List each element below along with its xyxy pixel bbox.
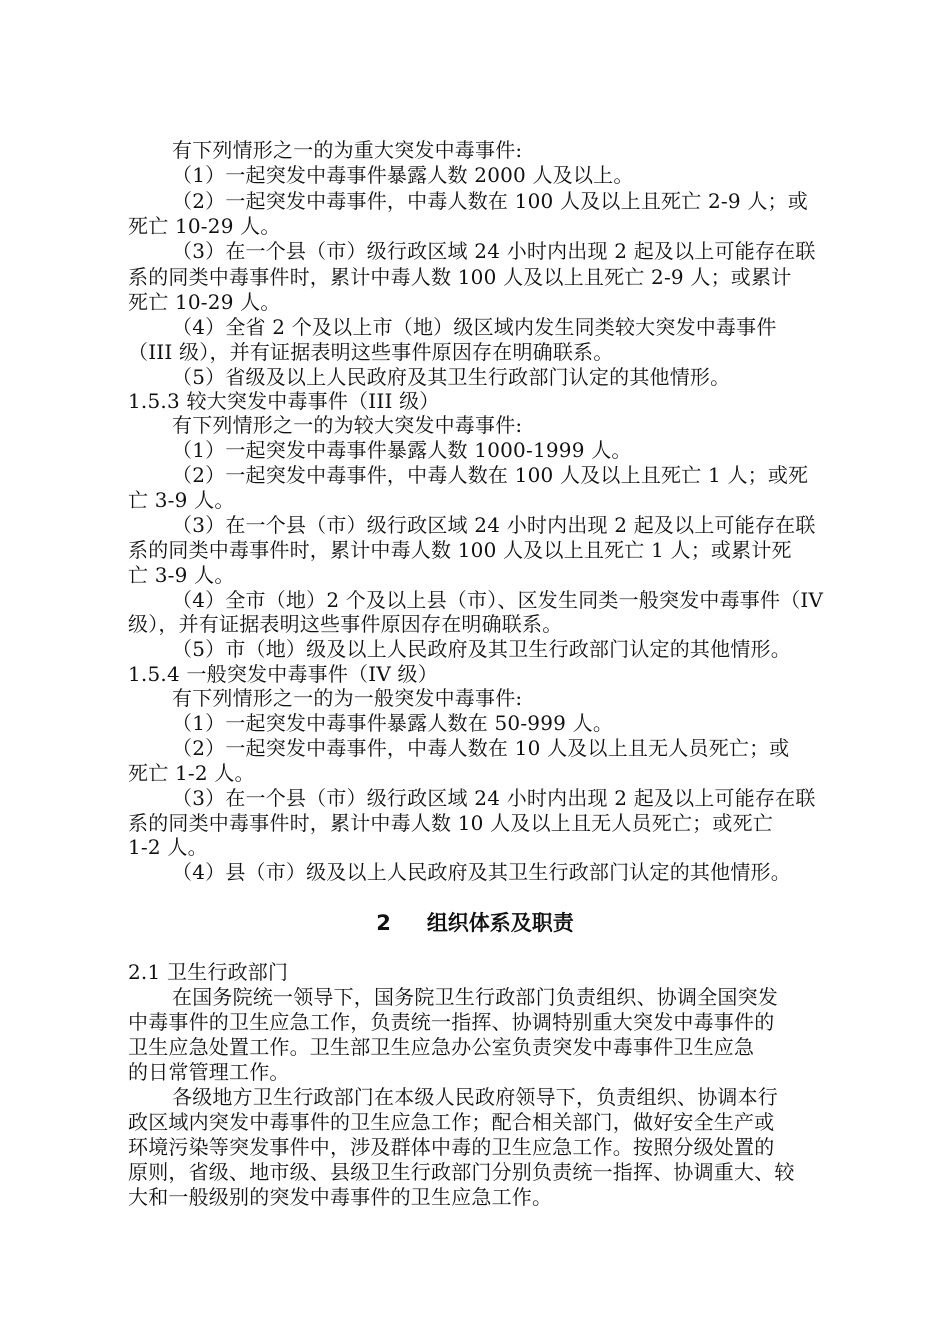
text-line: （1）一起突发中毒事件暴露人数 2000 人及以上。 [172,163,634,187]
text-line: 级），并有证据表明这些事件原因存在明确联系。 [128,612,563,636]
text-line: 各级地方卫生行政部门在本级人民政府领导下，负责组织、协调本行 [172,1085,778,1109]
text-line: 死亡 10-29 人。 [128,290,281,314]
text-line: （3）在一个县（市）级行政区域 24 小时内出现 2 起及以上可能存在联 [172,239,816,263]
text-line: 系的同类中毒事件时，累计中毒人数 100 人及以上且死亡 2-9 人；或累计 [128,265,792,289]
section-number: 2 [376,911,391,935]
text-line: 中毒事件的卫生应急工作，负责统一指挥、协调特别重大突发中毒事件的 [128,1010,775,1034]
text-line: （5）市（地）级及以上人民政府及其卫生行政部门认定的其他情形。 [172,637,791,661]
text-line: （III 级），并有证据表明这些事件原因存在明确联系。 [128,340,614,364]
text-line: 卫生应急处置工作。卫生部卫生应急办公室负责突发中毒事件卫生应急 [128,1035,755,1059]
text-line: 有下列情形之一的为较大突发中毒事件: [172,413,523,437]
subsection-heading: 1.5.4 一般突发中毒事件（IV 级） [128,662,438,686]
text-line: （4）全省 2 个及以上市（地）级区域内发生同类较大突发中毒事件 [172,315,777,339]
text-line: 系的同类中毒事件时，累计中毒人数 10 人及以上且无人员死亡；或死亡 [128,811,773,835]
text-line: （3）在一个县（市）级行政区域 24 小时内出现 2 起及以上可能存在联 [172,786,816,810]
text-line: 在国务院统一领导下，国务院卫生行政部门负责组织、协调全国突发 [172,985,778,1009]
text-line: 原则，省级、地市级、县级卫生行政部门分别负责统一指挥、协调重大、较 [128,1160,795,1184]
text-line: （4）全市（地）2 个及以上县（市）、区发生同类一般突发中毒事件（IV [172,588,824,612]
subsection-heading: 1.5.3 较大突发中毒事件（III 级） [128,389,440,413]
text-line: 1-2 人。 [128,835,208,859]
text-line: （2）一起突发中毒事件，中毒人数在 10 人及以上且无人员死亡；或 [172,736,790,760]
text-line: 有下列情形之一的为一般突发中毒事件: [172,686,523,710]
text-line: 政区域内突发中毒事件的卫生应急工作；配合相关部门，做好安全生产或 [128,1110,775,1134]
text-line: （2）一起突发中毒事件，中毒人数在 100 人及以上且死亡 1 人；或死 [172,463,809,487]
text-line: 大和一般级别的突发中毒事件的卫生应急工作。 [128,1185,553,1209]
section-heading [0,910,950,936]
text-line: （3）在一个县（市）级行政区域 24 小时内出现 2 起及以上可能存在联 [172,513,816,537]
text-line: 死亡 10-29 人。 [128,214,281,238]
text-line: （1）一起突发中毒事件暴露人数 1000-1999 人。 [172,438,632,462]
text-line: 系的同类中毒事件时，累计中毒人数 100 人及以上且死亡 1 人；或累计死 [128,538,792,562]
text-line: 环境污染等突发事件中，涉及群体中毒的卫生应急工作。按照分级处置的 [128,1135,775,1159]
text-line: （5）省级及以上人民政府及其卫生行政部门认定的其他情形。 [172,365,731,389]
section-title: 组织体系及职责 [426,911,574,935]
text-line: 有下列情形之一的为重大突发中毒事件: [172,138,523,162]
text-line: （2）一起突发中毒事件，中毒人数在 100 人及以上且死亡 2-9 人；或 [172,189,808,213]
text-line: （4）县（市）级及以上人民政府及其卫生行政部门认定的其他情形。 [172,860,791,884]
text-line: 亡 3-9 人。 [128,488,235,512]
subsection-heading: 2.1 卫生行政部门 [128,960,289,984]
text-line: 的日常管理工作。 [128,1060,290,1084]
text-line: （1）一起突发中毒事件暴露人数在 50-999 人。 [172,711,614,735]
text-line: 亡 3-9 人。 [128,563,235,587]
text-line: 死亡 1-2 人。 [128,761,255,785]
